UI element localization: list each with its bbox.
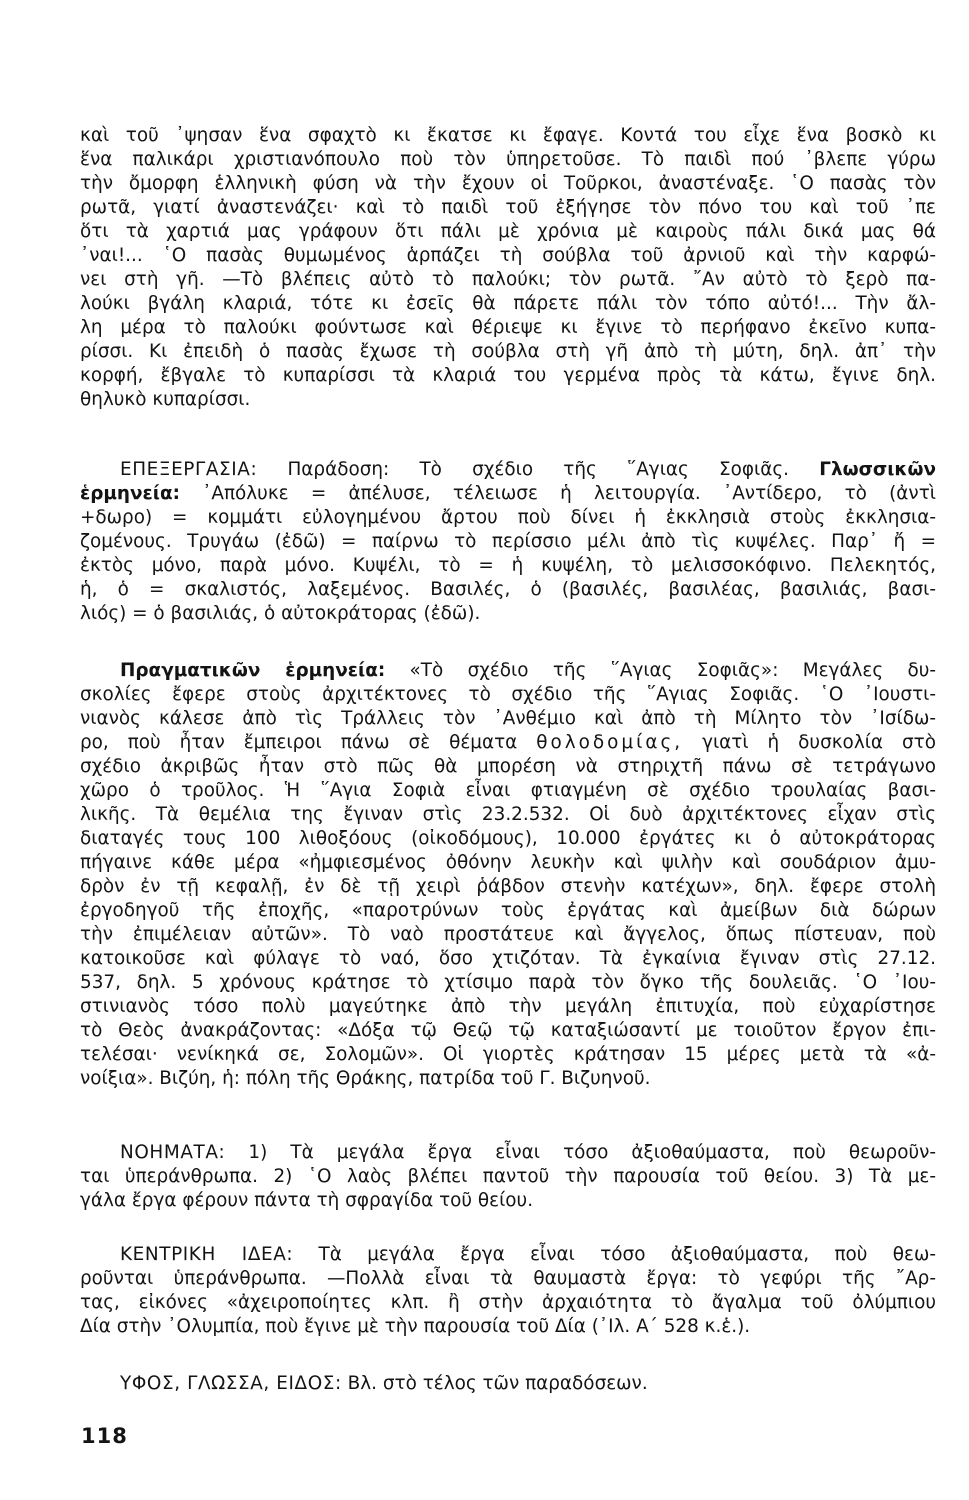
- pragmatikon-first-line: [80, 659, 936, 683]
- pragmatikon-line: στινιανὸς τόσο πολὺ μαγεύτηκε ἀπὸ τὴν μεγάλη ἐπιτυχία, ποὺ εὐχαρίστησε: [80, 996, 936, 1017]
- story-line: ἕνα παλικάρι χριστιανόπουλο ποὺ τὸν ὑπηρετοῦσε. Τὸ παιδὶ πού ᾿βλεπε γύρω: [80, 149, 936, 170]
- section-heading: ΕΠΕΞΕΡΓΑΣΙΑ:: [120, 459, 258, 480]
- story-line: ρωτᾶ, γιατί ἀναστενάζει· καὶ τὸ παιδὶ τοῦ ἐξήγησε τὸν πόνο του καὶ τοῦ ᾿πε: [80, 197, 936, 218]
- pragmatikon-line: τελέσαι· νενίκηκά σε, Σολομῶν». Οἱ γιορτὲς κράτησαν 15 μέρες μετὰ τὰ «ἀ-: [80, 1044, 936, 1065]
- story-line: νει στὴ γῆ. —Τὸ βλέπεις αὐτὸ τὸ παλούκι; τὸν ρωτᾶ. ῎Αν αὐτὸ τὸ ξερὸ πα-: [80, 269, 936, 290]
- gloss-label: Γλωσσικῶν: [819, 459, 936, 480]
- pragmatikon-line: ἐργοδηγοῦ τῆς ἐποχῆς, «παροτρύνων τοὺς ἐργάτας καὶ ἀμείβων διὰ δώρων: [80, 900, 936, 921]
- epexergasia-line: λιός) = ὁ βασιλιάς, ὁ αὐτοκράτορας (ἐδῶ).: [80, 603, 481, 624]
- page-number: 118: [81, 1424, 128, 1448]
- gloss-label-cont: ἑρμηνεία:: [80, 483, 180, 504]
- pragmatikon-section: [80, 659, 936, 1091]
- pragmatikon-line: σκολίες ἔφερε στοὺς ἀρχιτέκτονες τὸ σχέδιο τῆς ῞Αγιας Σοφιᾶς. ῾Ο ᾿Ιουστι-: [80, 684, 936, 705]
- pragmatikon-line: τὴν ἐπιμέλειαν αὐτῶν». Τὸ ναὸ προστάτευε καὶ ἄγγελος, ὅπως πίστευαν, ποὺ: [80, 924, 936, 945]
- epexergasia-section: [80, 458, 936, 626]
- story-line: καὶ τοῦ ᾿ψησαν ἕνα σφαχτὸ κι ἔκατσε κι ἔφαγε. Κοντά του εἶχε ἕνα βοσκὸ κι: [80, 125, 936, 146]
- yfos-section: [80, 1372, 936, 1396]
- pragmatikon-line: κατοικοῦσε καὶ φύλαγε τὸ ναό, ὅσο χτιζόταν. Τὰ ἐγκαίνια ἔγιναν στὶς 27.12.: [80, 948, 936, 969]
- gloss-text: ᾿Απόλυκε = ἀπέλυσε, τέλειωσε ἡ λειτουργία. ᾿Αντίδερο, τὸ (ἀντὶ: [202, 483, 936, 504]
- epexergasia-line: ἐκτὸς μόνο, παρὰ μόνο. Κυψέλι, τὸ = ἡ κυψέλη, τὸ μελισσοκόφινο. Πελεκητός,: [80, 555, 936, 576]
- pragmatikon-text: γιατὶ ἡ δυσκολία στὸ: [702, 732, 936, 753]
- nohmata-section: [80, 1141, 936, 1213]
- epexergasia-line: ζομένους. Τρυγάω (ἐδῶ) = παίρνω τὸ περίσσιο μέλι ἀπὸ τὶς κυψέλες. Παρ᾿ ἤ =: [80, 531, 936, 552]
- kentriki-line: ροῦνται ὑπεράνθρωπα. —Πολλὰ εἶναι τὰ θαυμαστὰ ἔργα: τὸ γεφύρι τῆς ῎Αρ-: [80, 1268, 936, 1289]
- pragmatikon-label: Πραγματικῶν ἑρμηνεία:: [120, 660, 386, 681]
- section-heading: ΝΟΗΜΑΤΑ:: [120, 1142, 226, 1163]
- epexergasia-line: [80, 482, 936, 506]
- pragmatikon-line: τὸ Θεὸς ἀνακράζοντας: «Δόξα τῷ Θεῷ τῷ καταξιώσαντί με τοιοῦτον ἔργον ἐπι-: [80, 1020, 936, 1041]
- yfos-line: [80, 1372, 936, 1396]
- epexergasia-title: Παράδοση: Τὸ σχέδιο τῆς ῞Αγιας Σοφιᾶς.: [287, 459, 790, 480]
- pragmatikon-line: διαταγές τους 100 λιθοξόους (οἰκοδόμους), 10.000 ἐργάτες κι ὁ αὐτοκράτορας: [80, 828, 936, 849]
- pragmatikon-text: «Τὸ σχέδιο τῆς ῞Αγιας Σοφιᾶς»: Μεγάλες δυ-: [409, 660, 936, 681]
- section-heading: ΥΦΟΣ, ΓΛΩΣΣΑ, ΕΙΔΟΣ:: [120, 1373, 342, 1394]
- nohmata-text: 1) Τὰ μεγάλα ἔργα εἶναι τόσο ἀξιοθαύμαστα, ποὺ θεωροῦν-: [248, 1142, 936, 1163]
- kentriki-text: Τὰ μεγάλα ἔργα εἶναι τόσο ἀξιοθαύμαστα, ποὺ θεω-: [318, 1244, 936, 1265]
- story-line: ᾿ναι!... ῾Ο πασὰς θυμωμένος ἁρπάζει τὴ σούβλα τοῦ ἀρνιοῦ καὶ τὴν καρφώ-: [80, 245, 936, 266]
- epexergasia-line: +δωρο) = κομμάτι εὐλογημένου ἄρτου ποὺ δίνει ἡ ἐκκλησιὰ στοὺς ἐκκλησια-: [80, 507, 936, 528]
- epexergasia-line: ἡ, ὁ = σκαλιστός, λαξεμένος. Βασιλές, ὁ (βασιλές, βασιλέας, βασιλιάς, βασι-: [80, 579, 936, 600]
- story-paragraph: [80, 124, 936, 412]
- pragmatikon-line: σχέδιο ἀκριβῶς ἦταν στὸ πῶς θὰ μπορέση νὰ στηριχτῆ πάνω σὲ τετράγωνο: [80, 756, 936, 777]
- pragmatikon-line: [80, 731, 936, 755]
- story-line: θηλυκὸ κυπαρίσσι.: [80, 389, 251, 410]
- story-line: ὅτι τὰ χαρτιά μας γράφουν ὅτι πάλι μὲ χρόνια μὲ καιροὺς πάλι δικά μας θά: [80, 221, 936, 242]
- epexergasia-first-line: [80, 458, 936, 482]
- pragmatikon-line: πήγαινε κάθε μέρα «ἠμφιεσμένος ὀθόνην λευκὴν καὶ ψιλὴν καὶ σουδάριον ἀμυ-: [80, 852, 936, 873]
- yfos-text: Βλ. στὸ τέλος τῶν παραδόσεων.: [347, 1373, 648, 1394]
- story-line: τὴν ὄμορφη ἑλληνικὴ φύση νὰ τὴν ἔχουν οἱ Τοῦρκοι, ἀναστέναξε. ῾Ο πασὰς τὸν: [80, 173, 936, 194]
- nohmata-line: ται ὑπεράνθρωπα. 2) ῾Ο λαὸς βλέπει παντοῦ τὴν παρουσία τοῦ θείου. 3) Τὰ με-: [80, 1166, 936, 1187]
- story-line: ρίσσι. Κι ἐπειδὴ ὁ πασὰς ἔχωσε τὴ σούβλα στὴ γῆ ἀπὸ τὴ μύτη, δηλ. ἀπ᾿ τὴν: [80, 341, 936, 362]
- spaced-term: θολοδομίας,: [536, 732, 684, 753]
- nohmata-line: γάλα ἔργα φέρουν πάντα τὴ σφραγίδα τοῦ θείου.: [80, 1190, 534, 1211]
- kentriki-idea-section: [80, 1243, 936, 1339]
- pragmatikon-line: νιανὸς κάλεσε ἀπὸ τὶς Τράλλεις τὸν ᾿Ανθέμιο καὶ ἀπὸ τὴ Μίλητο τὸν ᾿Ισίδω-: [80, 708, 936, 729]
- story-line: λούκι βγάλη κλαριά, τότε κι ἐσεῖς θὰ πάρετε πάλι τὸν τόπο αὐτό!... Τὴν ἄλ-: [80, 293, 936, 314]
- story-line: λη μέρα τὸ παλούκι φούντωσε καὶ θέριεψε κι ἔγινε τὸ περήφανο ἐκεῖνο κυπα-: [80, 317, 936, 338]
- pragmatikon-line: λικῆς. Τὰ θεμέλια της ἔγιναν στὶς 23.2.532. Οἱ δυὸ ἀρχιτέκτονες εἶχαν στὶς: [80, 804, 936, 825]
- pragmatikon-line: 537, δηλ. 5 χρόνους κράτησε τὸ χτίσιμο παρὰ τὸν ὄγκο τῆς δουλειᾶς. ῾Ο ᾿Ιου-: [80, 972, 936, 993]
- kentriki-first-line: [80, 1243, 936, 1267]
- pragmatikon-line: νοίξια». Βιζύη, ἡ: πόλη τῆς Θράκης, πατρίδα τοῦ Γ. Βιζυηνοῦ.: [80, 1068, 651, 1089]
- pragmatikon-line: χῶρο ὁ τροῦλος. Ἡ ῞Αγια Σοφιὰ εἶναι φτιαγμένη σὲ σχέδιο τρουλαίας βασι-: [80, 780, 936, 801]
- kentriki-line: τας, εἰκόνες «ἀχειροποίητες κλπ. ἢ στὴν ἀρχαιότητα τὸ ἄγαλμα τοῦ ὀλύμπιου: [80, 1292, 936, 1313]
- pragmatikon-text: ρο, ποὺ ἦταν ἔμπειροι πάνω σὲ θέματα: [80, 732, 518, 753]
- pragmatikon-line: δρὸν ἐν τῇ κεφαλῇ, ἐν δὲ τῇ χειρὶ ῥάβδον στενὴν κατέχων», δηλ. ἔφερε στολὴ: [80, 876, 936, 897]
- section-heading: ΚΕΝΤΡΙΚΗ ΙΔΕΑ:: [120, 1244, 294, 1265]
- kentriki-line: Δία στὴν ᾿Ολυμπία, ποὺ ἔγινε μὲ τὴν παρουσία τοῦ Δία (᾿Ιλ. Α΄ 528 κ.ἑ.).: [80, 1316, 751, 1337]
- nohmata-first-line: [80, 1141, 936, 1165]
- story-line: κορφή, ἔβγαλε τὸ κυπαρίσσι τὰ κλαριά του γερμένα πρὸς τὰ κάτω, ἔγινε δηλ.: [80, 365, 936, 386]
